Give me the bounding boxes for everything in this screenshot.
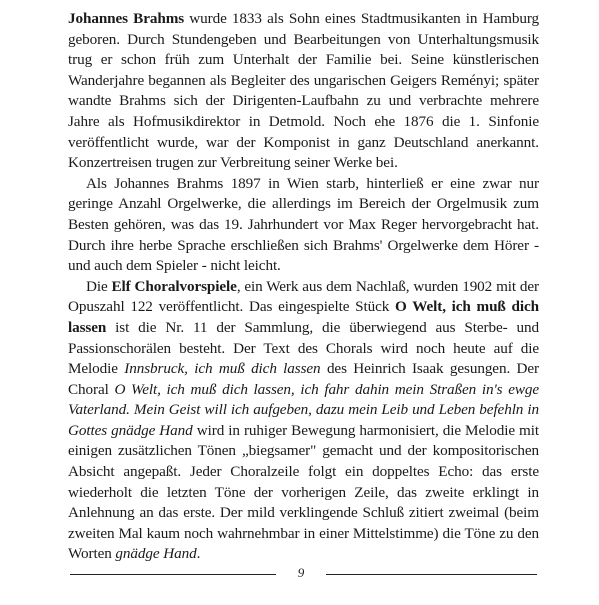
melody-title: Innsbruck, ich muß dich lassen bbox=[124, 360, 321, 378]
footer-rule-left bbox=[70, 574, 276, 575]
page-number: 9 bbox=[297, 565, 305, 580]
piece-title: O Welt, ich muß dich lassen bbox=[68, 298, 539, 336]
paragraph-intro bbox=[68, 9, 539, 174]
body-text bbox=[68, 9, 539, 565]
work-title: Elf Choralvorspiele bbox=[111, 277, 237, 295]
paragraph-intro-text: wurde 1833 als Sohn eines Stadtmusikanten in Hamburg geboren. Durch Stundengeben und Bearbeitungen von Unterhaltungsmusik trug er schon früh zum Unterhalt der Familie bei. Seine künstlerischen Wanderjahre begannen als Begleiter des ungarischen Geigers Reményi; später wandte Brahms sich der Dirigenten-Laufbahn zu und verbrachte mehrere Jahre als Hofmusikdirektor in Detmold. Noch ehe 1876 die 1. Sinfonie veröffentlicht wurde, war der Komponist in ganz Deutschland anerkannt. Konzertreisen trugen zur Verbreitung seiner Werke bei. bbox=[68, 10, 539, 172]
paragraph-choral-preludes: Die Elf Choralvorspiele, ein Werk aus dem Nachlaß, wurden 1902 mit der Opuszahl 122 veröffentlicht. Das eingespielte Stück O Welt, ich muß dich lassen ist die Nr. 11 der Sammlung, die überwiegend aus Sterbe- und Passionschorälen besteht. Der Text des Chorals wird noch heute auf die Melodie Innsbruck, ich muß dich lassen des Heinrich Isaak gesungen. Der Choral O Welt, ich muß dich lassen, ich fahr dahin mein Straßen in's ewge Vaterland. Mein Geist will ich aufgeben, dazu mein Leib und Leben befehln in Gottes gnädge Hand wird in ruhiger Bewegung harmonisiert, die Melodie mit einigen zusätzlichen Tönen „biegsamer" gemacht und der kompositorischen Absicht angepaßt. Jeder Choralzeile folgt ein doppeltes Echo: das erste wiederholt die letzten Töne der vorherigen Zeile, das zweite erklingt in Anlehnung an das erste. Der mild verklingende Schluß zitiert zweimal (beim zweiten Mal kaum noch wahrnehmbar in einer Mittelstimme) die Töne zu den Worten gnädge Hand. bbox=[68, 277, 540, 563]
choral-text: O Welt, ich muß dich lassen, ich fahr dahin mein Straßen in's ewge Vaterland. Mein Geist will ich aufgeben, dazu mein Leib und Leben befehln in Gottes gnädge Hand bbox=[68, 380, 539, 439]
footer-rule-right bbox=[326, 574, 537, 575]
closing-words: gnädge Hand bbox=[115, 545, 197, 563]
paragraph-organ-works: Als Johannes Brahms 1897 in Wien starb, hinterließ er eine zwar nur geringe Anzahl Orgelwerke, die allerdings im Bereich der Orgelmusik zum Besten gehören, was das 19. Jahrhundert vor Max Reger hervorgebracht hat. Durch ihre herbe Sprache erschließen sich Brahms' Orgelwerke dem Hörer - und auch dem Spieler - nicht leicht. bbox=[68, 174, 539, 275]
composer-name: Johannes Brahms bbox=[68, 10, 185, 27]
